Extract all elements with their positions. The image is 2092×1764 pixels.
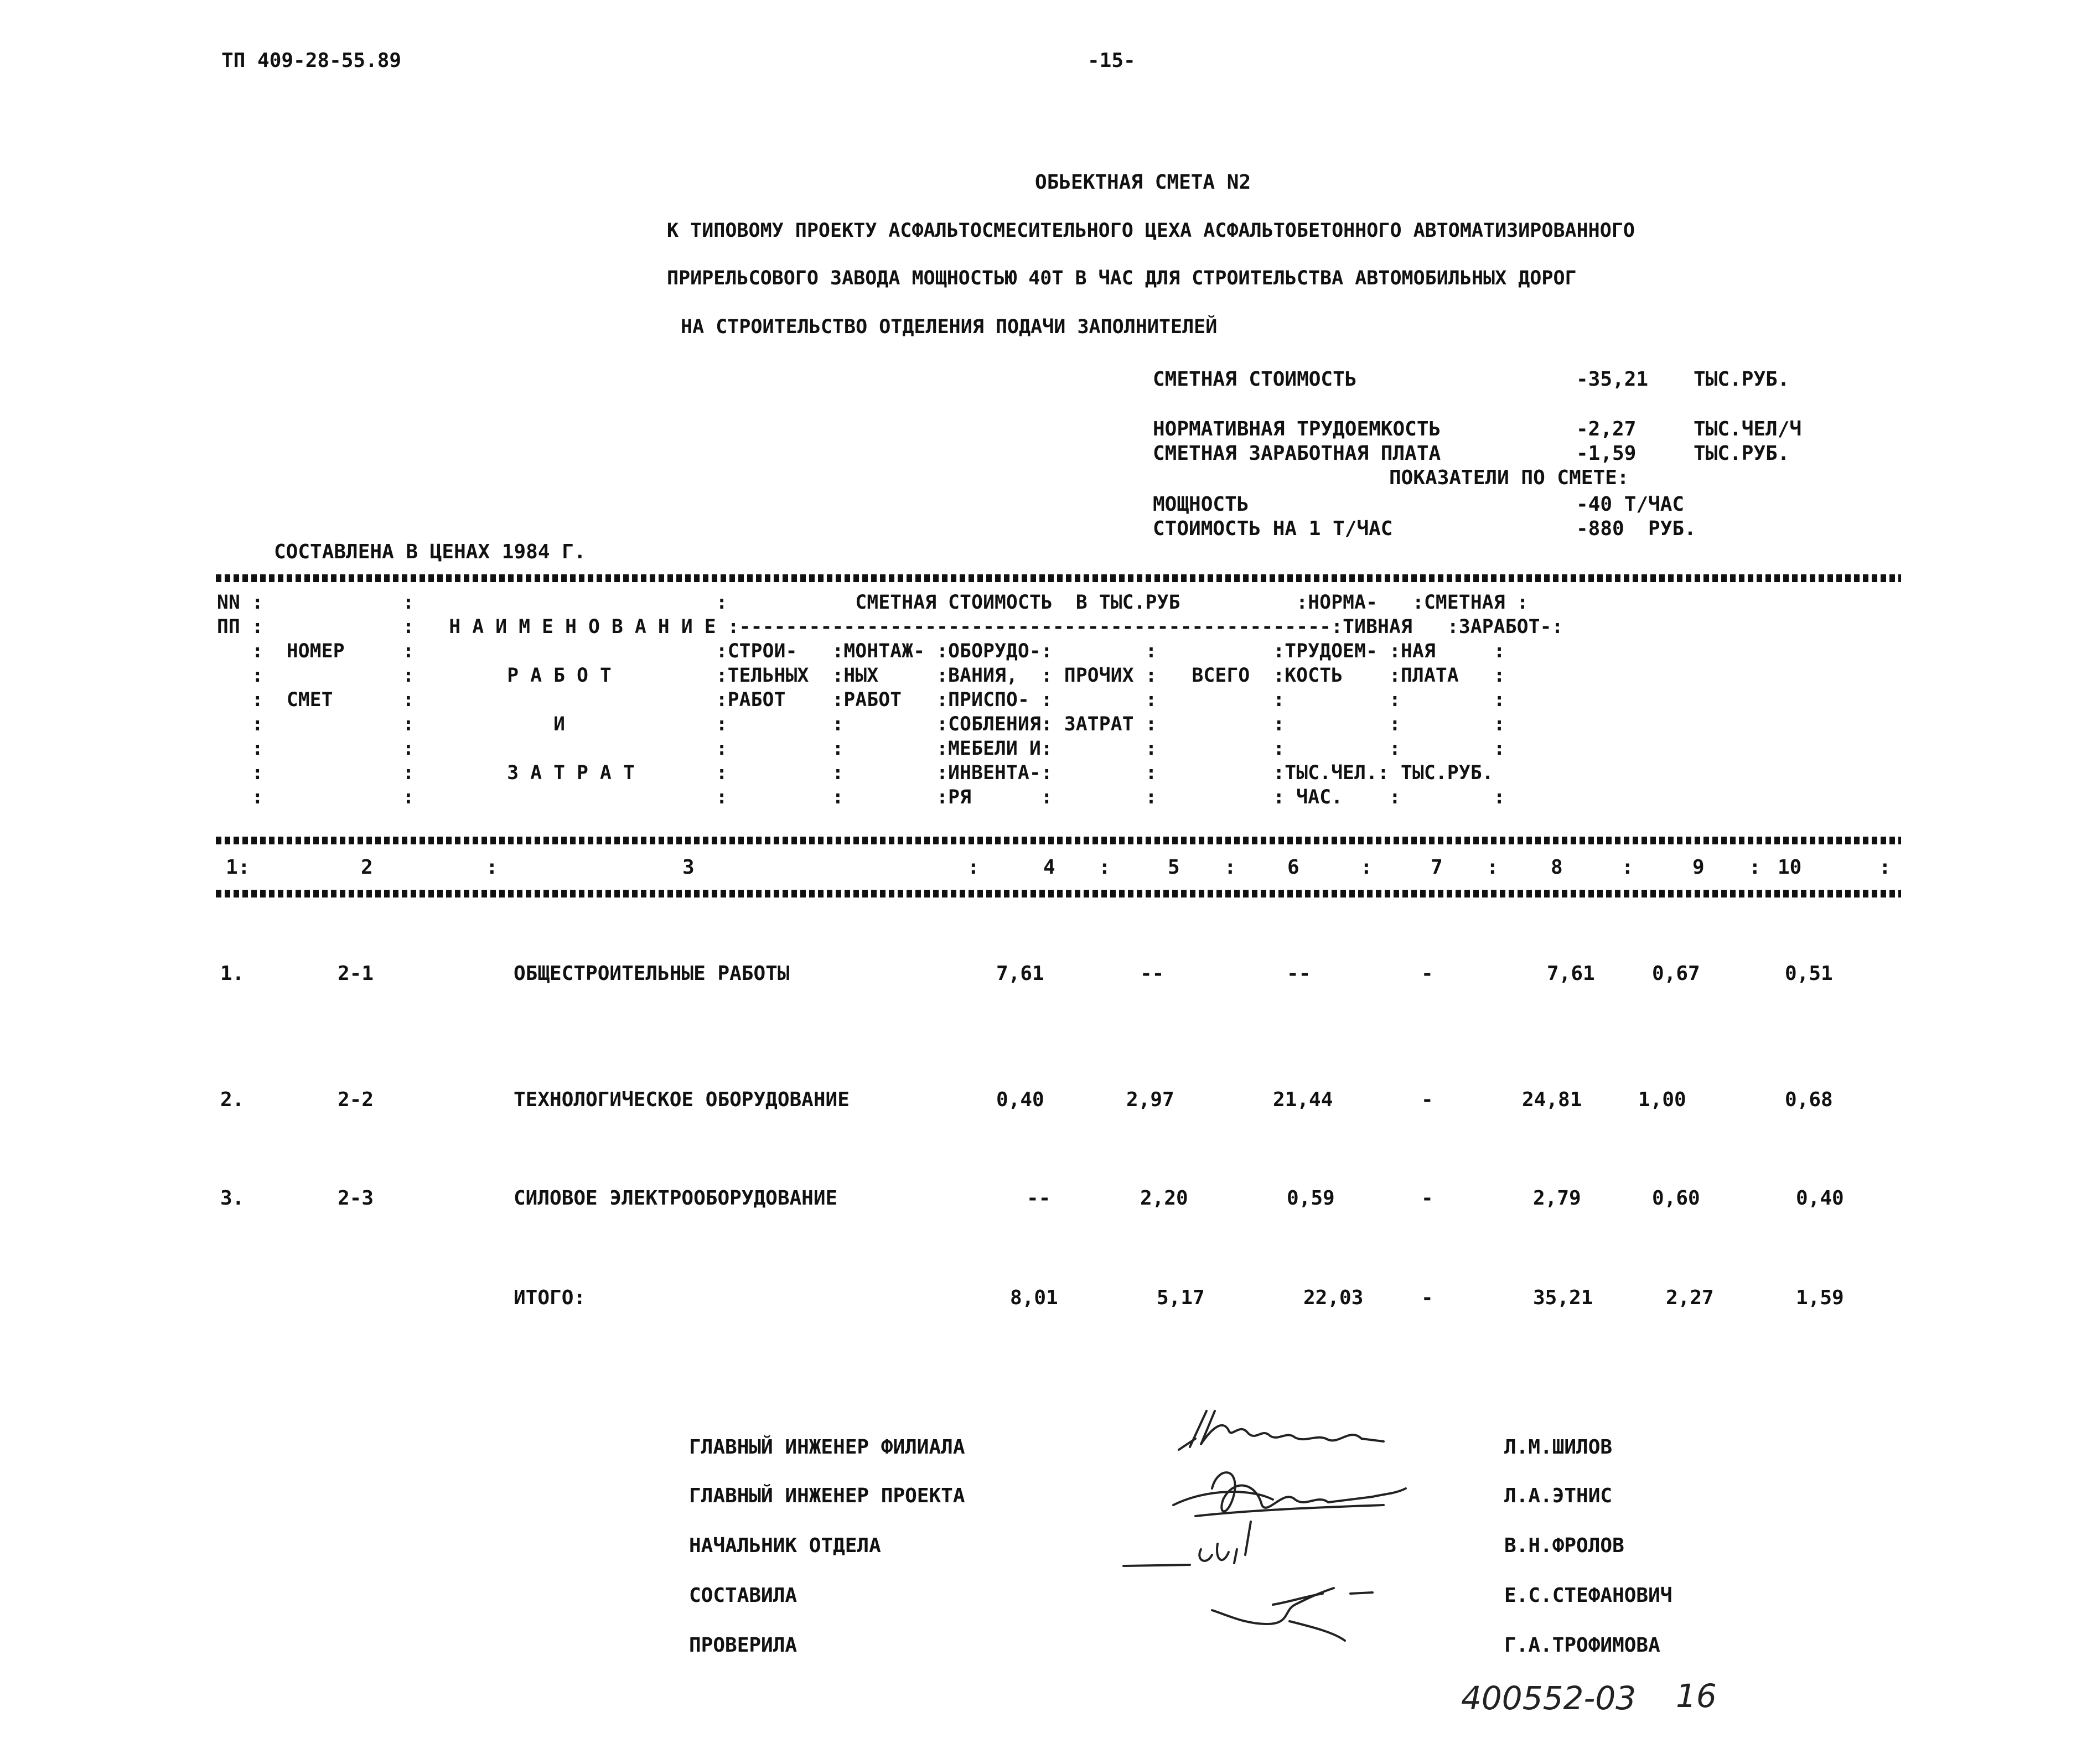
signatory-role: СОСТАВИЛА — [689, 1584, 798, 1607]
signatory-name: Л.А.ЭТНИС — [1504, 1485, 1613, 1507]
column-number: 5 — [1168, 856, 1180, 879]
total-cost: 7,61 — [1547, 962, 1595, 985]
column-separator: : — [1487, 856, 1499, 879]
wage-unit: ТЫС.РУБ. — [1694, 442, 1790, 465]
labor-value: -2,27 — [1576, 418, 1637, 440]
column-number: 10 — [1778, 856, 1802, 879]
column-separator: : — [1749, 856, 1761, 879]
table-top-rule — [216, 574, 1901, 582]
equipment-cost: 22,03 — [1303, 1286, 1364, 1309]
signatory-name: Е.С.СТЕФАНОВИЧ — [1504, 1584, 1672, 1607]
cost-label: СМЕТНАЯ СТОИМОСТЬ — [1153, 368, 1357, 391]
cost-unit: ТЫС.РУБ. — [1694, 368, 1790, 391]
document-code: ТП 409-28-55.89 — [221, 49, 402, 72]
header-line: NN : : : СМЕТНАЯ СТОИМОСТЬ В ТЫС.РУБ :НОРМА- :СМЕТНАЯ : — [217, 592, 1529, 614]
header-line: : : Р А Б О Т :ТЕЛЬНЫХ :НЫХ :ВАНИЯ, : ПРОЧИХ : ВСЕГО :КОСТЬ :ПЛАТА : — [217, 665, 1505, 687]
installation-cost: 2,20 — [1140, 1187, 1188, 1210]
archive-code: 400552-03 — [1461, 1679, 1637, 1717]
work-name: СИЛОВОЕ ЭЛЕКТРООБОРУДОВАНИЕ — [514, 1187, 838, 1210]
smeta-number: 2-2 — [338, 1088, 374, 1111]
header-line: : : : : :РЯ : : : ЧАС. : : — [217, 786, 1505, 808]
header-line: : : З А Т Р А Т : : :ИНВЕНТА-: : :ТЫС.ЧЕЛ.: ТЫС.РУБ. — [217, 762, 1494, 784]
indicators-heading: ПОКАЗАТЕЛИ ПО СМЕТЕ: — [1389, 466, 1629, 489]
wage-value: -1,59 — [1576, 442, 1637, 465]
column-number: 8 — [1551, 856, 1563, 879]
signatory-role: НАЧАЛЬНИК ОТДЕЛА — [689, 1534, 881, 1557]
table-header-rule — [216, 837, 1901, 844]
signatory-role: ГЛАВНЫЙ ИНЖЕНЕР ПРОЕКТА — [689, 1485, 965, 1507]
column-number: 1 — [226, 856, 238, 879]
header-line: : : И : : :СОБЛЕНИЯ: ЗАТРАТ : : : : — [217, 713, 1505, 735]
construction-cost: 8,01 — [1010, 1286, 1058, 1309]
other-cost: - — [1421, 1088, 1433, 1111]
column-number: 3 — [682, 856, 695, 879]
smeta-number: 2-1 — [338, 962, 374, 985]
labor-intensity: 2,27 — [1666, 1286, 1714, 1309]
installation-cost: 5,17 — [1157, 1286, 1205, 1309]
column-separator: : — [1099, 856, 1111, 879]
wage-fund: 1,59 — [1796, 1286, 1844, 1309]
other-cost: - — [1421, 1187, 1433, 1210]
signatory-name: Л.М.ШИЛОВ — [1504, 1436, 1613, 1459]
installation-cost: -- — [1140, 962, 1164, 985]
cost-value: -35,21 — [1576, 368, 1649, 391]
total-cost: 2,79 — [1533, 1187, 1581, 1210]
labor-intensity: 1,00 — [1638, 1088, 1686, 1111]
page-number: -15- — [1088, 49, 1136, 72]
power-label: МОЩНОСТЬ — [1153, 493, 1249, 516]
header-line: : СМЕТ : :РАБОТ :РАБОТ :ПРИСПО- : : : : : — [217, 689, 1505, 711]
column-number: 2 — [361, 856, 373, 879]
signature-scribble — [1173, 1389, 1406, 1455]
equipment-cost: 0,59 — [1287, 1187, 1335, 1210]
signature-scribble — [1206, 1571, 1384, 1660]
construction-cost: 7,61 — [996, 962, 1044, 985]
wage-fund: 0,51 — [1785, 962, 1833, 985]
column-number: 9 — [1692, 856, 1705, 879]
column-separator: : — [1224, 856, 1236, 879]
column-separator: : — [967, 856, 980, 879]
wage-label: СМЕТНАЯ ЗАРАБОТНАЯ ПЛАТА — [1153, 442, 1441, 465]
equipment-cost: 21,44 — [1273, 1088, 1333, 1111]
row-number: 1. — [220, 962, 245, 985]
wage-fund: 0,68 — [1785, 1088, 1833, 1111]
row-number: 3. — [220, 1187, 245, 1210]
column-number: 6 — [1287, 856, 1299, 879]
row-number: 2. — [220, 1088, 245, 1111]
construction-cost: -- — [1027, 1187, 1051, 1210]
table-body-rule — [216, 890, 1901, 897]
unit-cost-label: СТОИМОСТЬ НА 1 Т/ЧАС — [1153, 517, 1393, 540]
smeta-number: 2-3 — [338, 1187, 374, 1210]
column-number: 4 — [1043, 856, 1055, 879]
wage-fund: 0,40 — [1796, 1187, 1844, 1210]
column-separator: : — [238, 856, 250, 879]
work-name: ОБЩЕСТРОИТЕЛЬНЫЕ РАБОТЫ — [514, 962, 790, 985]
work-name: ТЕХНОЛОГИЧЕСКОЕ ОБОРУДОВАНИЕ — [514, 1088, 850, 1111]
labor-intensity: 0,60 — [1652, 1187, 1700, 1210]
total-cost: 35,21 — [1533, 1286, 1593, 1309]
labor-unit: ТЫС.ЧЕЛ/Ч — [1694, 418, 1802, 440]
document-title: ОБЬЕКТНАЯ СМЕТА N2 — [1035, 171, 1251, 194]
power-value: -40 Т/ЧАС — [1576, 493, 1685, 516]
total-label: ИТОГО: — [514, 1286, 586, 1309]
header-line: : НОМЕР : :СТРОИ- :МОНТАЖ- :ОБОРУДО-: : :ТРУДОЕМ- :НАЯ : — [217, 640, 1505, 662]
column-number: 7 — [1431, 856, 1443, 879]
signatory-name: В.Н.ФРОЛОВ — [1504, 1534, 1624, 1557]
column-separator: : — [486, 856, 498, 879]
title-line-3: ПРИРЕЛЬСОВОГО ЗАВОДА МОЩНОСТЬЮ 40Т В ЧАС ДЛЯ СТРОИТЕЛЬСТВА АВТОМОБИЛЬНЫХ ДОРОГ — [667, 267, 1577, 289]
column-separator: : — [1360, 856, 1373, 879]
equipment-cost: -- — [1287, 962, 1311, 985]
unit-cost-value: -880 РУБ. — [1576, 517, 1696, 540]
construction-cost: 0,40 — [996, 1088, 1044, 1111]
other-cost: - — [1421, 962, 1433, 985]
column-separator: : — [1879, 856, 1891, 879]
title-line-4: НА СТРОИТЕЛЬСТВО ОТДЕЛЕНИЯ ПОДАЧИ ЗАПОЛНИТЕЛЕЙ — [681, 316, 1218, 338]
header-line: ПП : : Н А И М Е Н О В А Н И Е :---------------------------------------------------:ТИВНАЯ :ЗАРАБОТ-: — [217, 616, 1563, 638]
signatory-name: Г.А.ТРОФИМОВА — [1504, 1634, 1660, 1657]
other-cost: - — [1421, 1286, 1433, 1309]
total-cost: 24,81 — [1522, 1088, 1582, 1111]
header-line: : : : : :МЕБЕЛИ И: : : : : — [217, 738, 1505, 760]
prices-note: СОСТАВЛЕНА В ЦЕНАХ 1984 Г. — [274, 541, 586, 563]
installation-cost: 2,97 — [1126, 1088, 1174, 1111]
signatory-role: ПРОВЕРИЛА — [689, 1634, 798, 1657]
title-line-2: К ТИПОВОМУ ПРОЕКТУ АСФАЛЬТОСМЕСИТЕЛЬНОГО ЦЕХА АСФАЛЬТОБЕТОННОГО АВТОМАТИЗИРОВАННОГО — [667, 220, 1635, 242]
signatory-role: ГЛАВНЫЙ ИНЖЕНЕР ФИЛИАЛА — [689, 1436, 965, 1459]
archive-sheet-number: 16 — [1676, 1677, 1717, 1715]
column-separator: : — [1622, 856, 1634, 879]
labor-label: НОРМАТИВНАЯ ТРУДОЕМКОСТЬ — [1153, 418, 1441, 440]
labor-intensity: 0,67 — [1652, 962, 1700, 985]
